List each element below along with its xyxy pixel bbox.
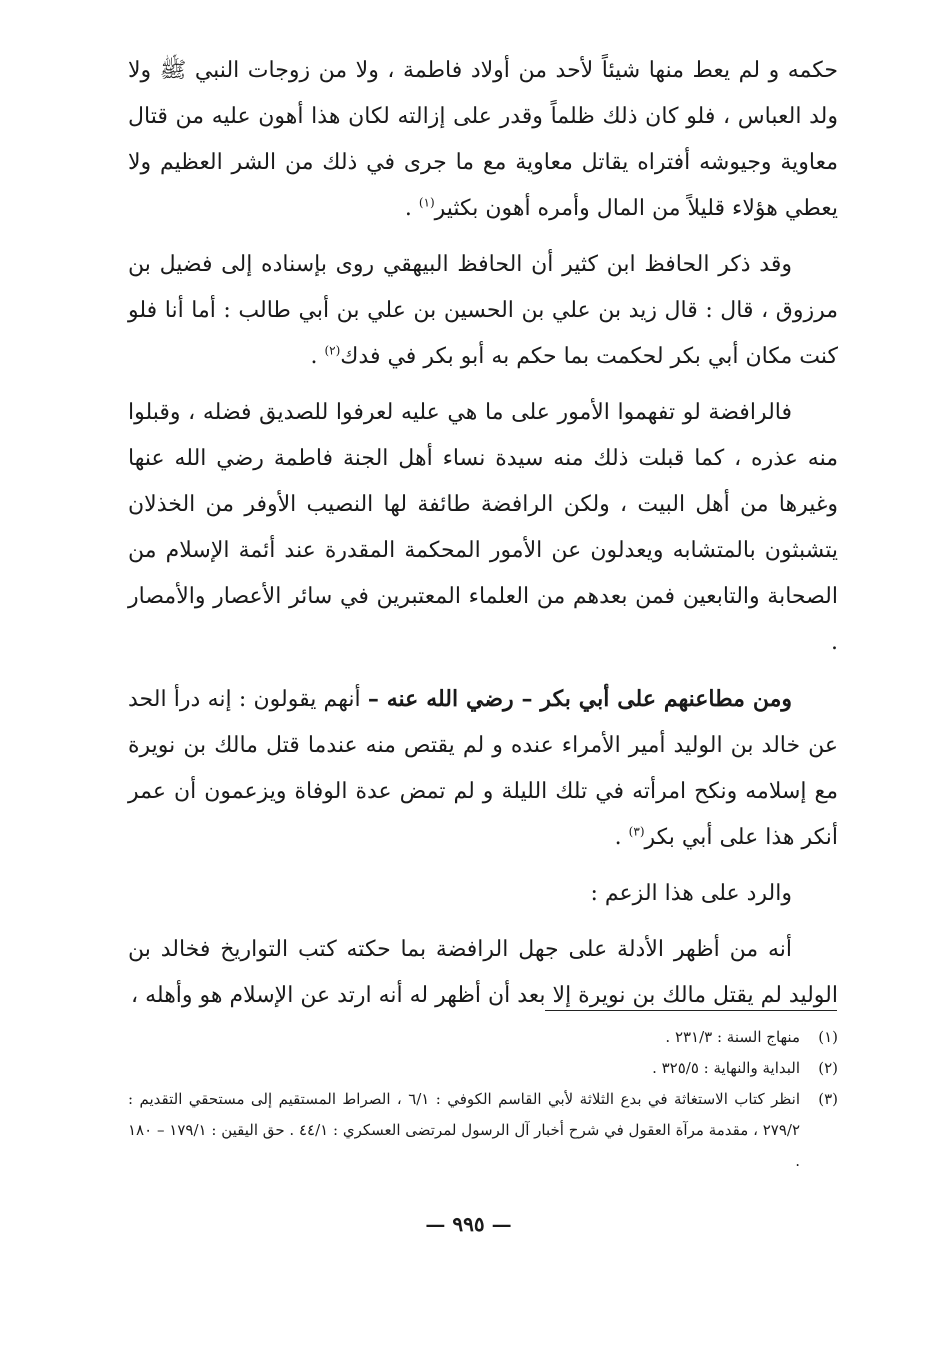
footnote-3-text: انظر كتاب الاستغاثة في بدع الثلاثة لأبي القاسم الكوفي : ٦/١ ، الصراط المستقيم إلى مستحقي التقديم : ٢٧٩/٢ ، مقدمة مرآة العقول في شرح أخبار آل الرسول لمرتضى العسكري : ٤٤/١ . حق اليقين : ١٧٩/١ – ١٨٠ . xyxy=(128,1090,800,1170)
paragraph-3-text: فالرافضة لو تفهموا الأمور على ما هي عليه لعرفوا للصديق فضله ، وقبلوا منه عذره ، كما قبلت ذلك منه سيدة نساء أهل الجنة فاطمة رضي الله عنها وغيرها من أهل البيت ، ولكن الرافضة طائفة لها النصيب الأوفر من الخذلان يتشبثون بالمتشابه ويعدلون عن الأمور المحكمة المقدرة عند أئمة الإسلام من الصحابة والتابعين فمن بعدهم من العلماء المعتبرين في سائر الأعصار والأمصار . xyxy=(128,400,838,655)
footnote-ref-1: (١) xyxy=(418,195,435,210)
footnote-2-text: البداية والنهاية : ٣٢٥/٥ . xyxy=(652,1059,800,1077)
paragraph-5 xyxy=(128,871,838,917)
paragraph-4-text: أنهم يقولون : إنه درأ الحد عن خالد بن الوليد أمير الأمراء عنده و لم يقتص منه عندما قتل مالك بن نويرة مع إسلامه ونكح امرأته في تلك الليلة و لم تمض عدة الوفاة ويزعمون أن عمر أنكر هذا على أبي بكر xyxy=(128,687,838,850)
paragraph-4 xyxy=(128,676,838,861)
paragraph-2-text: وقد ذكر الحافظ ابن كثير أن الحافظ البيهقي روى بإسناده إلى فضيل بن مرزوق ، قال : قال زيد بن علي بن الحسين بن علي بن أبي طالب : أما أنا فلو كنت مكان أبي بكر لحكمت بما حكم به أبو بكر في فدك xyxy=(128,252,838,369)
footnote-3-number: (٣) xyxy=(818,1090,838,1108)
paragraph-3 xyxy=(128,390,838,666)
paragraph-6-text: أنه من أظهر الأدلة على جهل الرافضة بما حكته كتب التواريخ فخالد بن الوليد لم يقتل مالك بن نويرة إلا بعد أن أظهر له أنه ارتد عن الإسلام هو وأهله ، xyxy=(128,937,838,1008)
paragraph-4-end: . xyxy=(614,825,629,850)
footnote-2-number: (٢) xyxy=(818,1059,838,1077)
footnote-divider xyxy=(545,1010,837,1011)
paragraph-1-end: . xyxy=(404,196,419,221)
paragraph-6 xyxy=(128,927,838,1019)
page-number: — ٩٩٥ — xyxy=(425,1212,512,1236)
footnote-3 xyxy=(128,1084,838,1177)
paragraph-5-text: والرد على هذا الزعم : xyxy=(590,881,792,906)
footnote-ref-3: (٣) xyxy=(628,824,645,839)
footnote-ref-2: (٢) xyxy=(324,343,341,358)
footnote-1-number: (١) xyxy=(818,1028,838,1046)
footnote-2 xyxy=(128,1053,838,1084)
paragraph-1 xyxy=(128,48,838,232)
main-text xyxy=(128,48,838,1019)
paragraph-1-text: حكمه و لم يعط منها شيئاً لأحد من أولاد فاطمة ، ولا من زوجات النبي ﷺ ولا ولد العباس ، فلو كان ذلك ظلماً وقدر على إزالته لكان هذا أهون عليه من قتال معاوية وجيوشه أفتراه يقاتل معاوية مع ما جرى في ذلك من الشر العظيم ولا يعطي هؤلاء قليلاً من المال وأمره أهون بكثير xyxy=(128,58,838,221)
footnote-1 xyxy=(128,1022,838,1053)
footnote-1-text: منهاج السنة : ٢٣١/٣ . xyxy=(665,1028,800,1046)
paragraph-4-bold-lead: ومن مطاعنهم على أبي بكر – رضي الله عنه – xyxy=(367,686,793,712)
paragraph-2 xyxy=(128,242,838,380)
footnotes xyxy=(128,1022,838,1177)
paragraph-2-end: . xyxy=(310,344,325,369)
